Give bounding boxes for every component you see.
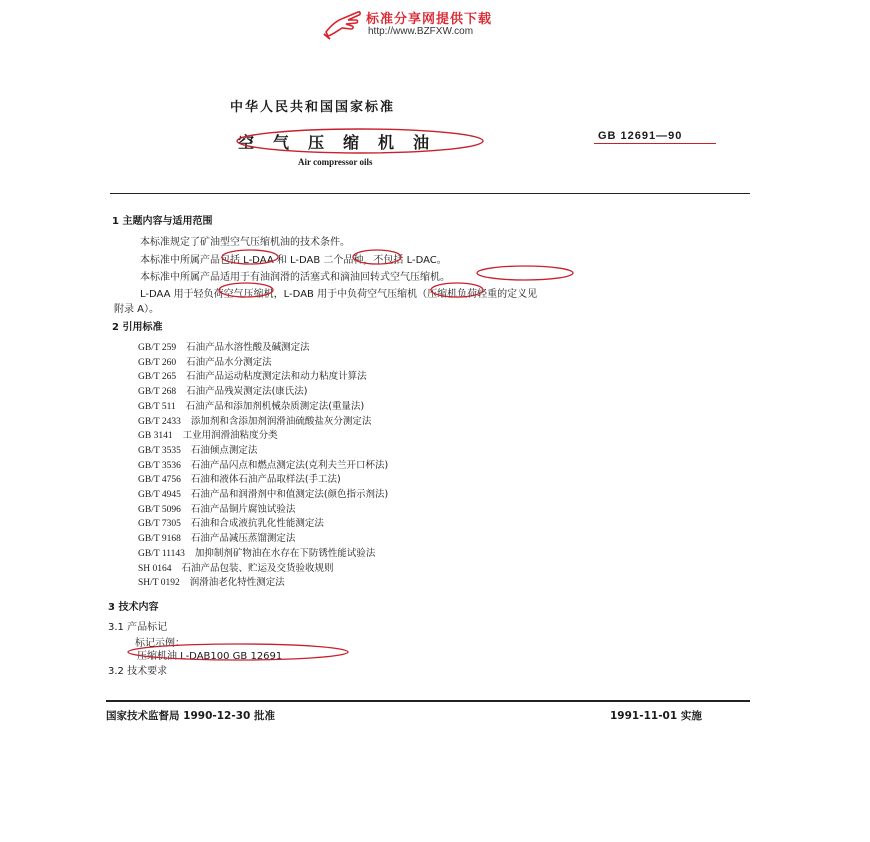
reference-code: GB/T 4945	[138, 490, 181, 500]
reference-code: GB/T 265	[138, 372, 177, 383]
watermark-title: 标准分享网提供下载	[366, 12, 493, 27]
reference-title: 石油产品和添加剂机械杂质测定法(重量法)	[185, 400, 365, 412]
section-1-line-1: 本标准规定了矿油型空气压缩机油的技术条件。	[140, 237, 350, 248]
annotation-oval-compressor	[477, 266, 573, 280]
reference-code: GB/T 260	[138, 357, 177, 368]
reference-code: GB/T 3536	[138, 460, 181, 471]
standard-number: GB 12691—90	[598, 130, 683, 142]
standard-number-underline	[594, 143, 716, 144]
reference-title: 添加剂和含添加剂润滑油硫酸盐灰分测定法	[190, 415, 372, 427]
section-1-line-5: 附录 A）。	[114, 304, 160, 315]
reference-code: GB/T 3535	[138, 445, 181, 456]
section-3-1-heading: 3.1 产品标记	[108, 622, 168, 633]
reference-title: 石油产品运动粘度测定法和动力粘度计算法	[186, 371, 367, 383]
reference-item	[138, 339, 310, 353]
standard-title-en: Air compressor oils	[298, 157, 373, 167]
reference-item	[138, 383, 308, 397]
watermark-url[interactable]: http://www.BZFXW.com	[368, 26, 474, 37]
reference-code: GB/T 4756	[138, 475, 181, 486]
reference-title: 石油倾点测定法	[190, 444, 258, 456]
national-standard-heading: 中华人民共和国国家标准	[230, 100, 396, 115]
reference-title: 石油产品铜片腐蚀试验法	[190, 503, 296, 515]
reference-item	[138, 486, 388, 500]
reference-code: GB/T 511	[138, 401, 176, 412]
section-3-heading: 3 技术内容	[108, 602, 159, 613]
standard-title-cn: 空气压缩机油	[238, 133, 449, 152]
effective-line: 1991-11-01 实施	[610, 710, 702, 722]
reference-title: 石油产品闪点和燃点测定法(克利夫兰开口杯法)	[190, 459, 389, 471]
reference-item	[138, 574, 285, 588]
reference-title: 石油产品残炭测定法(康氏法)	[186, 386, 308, 398]
section-1-line-2: 本标准中所属产品包括 L-DAA 和 L-DAB 二个品种，不包括 L-DAC。	[140, 255, 447, 266]
reference-item	[138, 515, 324, 529]
reference-item	[138, 368, 367, 382]
reference-title: 石油产品水溶性酸及碱测定法	[186, 342, 310, 353]
reference-code: GB/T 268	[138, 387, 177, 398]
section-1-line-4: L-DAA 用于轻负荷空气压缩机，L-DAB 用于中负荷空气压缩机（压缩机负荷轻重的定义见	[140, 289, 538, 300]
reference-title: 石油和液体石油产品取样法(手工法)	[190, 474, 341, 486]
reference-item	[138, 560, 334, 574]
hand-pointer-icon	[322, 6, 362, 40]
reference-item	[138, 471, 341, 485]
footer-rule	[106, 700, 750, 702]
reference-title: 石油产品和润滑剂中和值测定法(颜色指示剂法)	[190, 489, 389, 500]
reference-title: 润滑油老化特性测定法	[189, 577, 285, 589]
reference-title: 石油产品减压蒸馏测定法	[190, 533, 296, 545]
reference-code: GB/T 9168	[138, 534, 181, 545]
reference-title: 石油和合成液抗乳化性能测定法	[190, 518, 324, 530]
reference-item	[138, 530, 295, 544]
marking-example: 压缩机油 L-DAB100 GB 12691	[137, 651, 283, 662]
reference-code: GB/T 259	[138, 343, 177, 353]
reference-item	[138, 427, 278, 441]
reference-item	[138, 457, 388, 471]
reference-item	[138, 442, 257, 456]
section-1-line-3: 本标准中所属产品适用于有油润滑的活塞式和滴油回转式空气压缩机。	[140, 272, 450, 283]
reference-item	[138, 501, 295, 515]
reference-code: SH/T 0192	[138, 578, 180, 589]
section-3-2-heading: 3.2 技术要求	[108, 666, 168, 677]
reference-code: GB 3141	[138, 431, 173, 442]
reference-title: 石油产品水分测定法	[186, 356, 272, 368]
reference-code: GB/T 11143	[138, 548, 185, 559]
reference-item	[138, 354, 272, 368]
reference-item	[138, 545, 375, 559]
reference-title: 工业用润滑油粘度分类	[182, 430, 278, 442]
section-1-heading: 1 主题内容与适用范围	[112, 216, 213, 227]
reference-title: 加抑制剂矿物油在水存在下防锈性能试验法	[194, 547, 376, 559]
reference-item	[138, 413, 371, 427]
issued-line: 国家技术监督局 1990-12-30 批准	[106, 710, 275, 722]
section-2-heading: 2 引用标准	[112, 322, 163, 333]
reference-code: SH 0164	[138, 563, 172, 574]
marking-label: 标记示例：	[135, 638, 185, 649]
reference-code: GB/T 2433	[138, 416, 181, 427]
reference-code: GB/T 7305	[138, 519, 181, 530]
reference-item	[138, 398, 364, 412]
header-rule	[110, 193, 750, 194]
reference-code: GB/T 5096	[138, 504, 181, 515]
reference-title: 石油产品包装、贮运及交货验收规则	[181, 562, 334, 574]
